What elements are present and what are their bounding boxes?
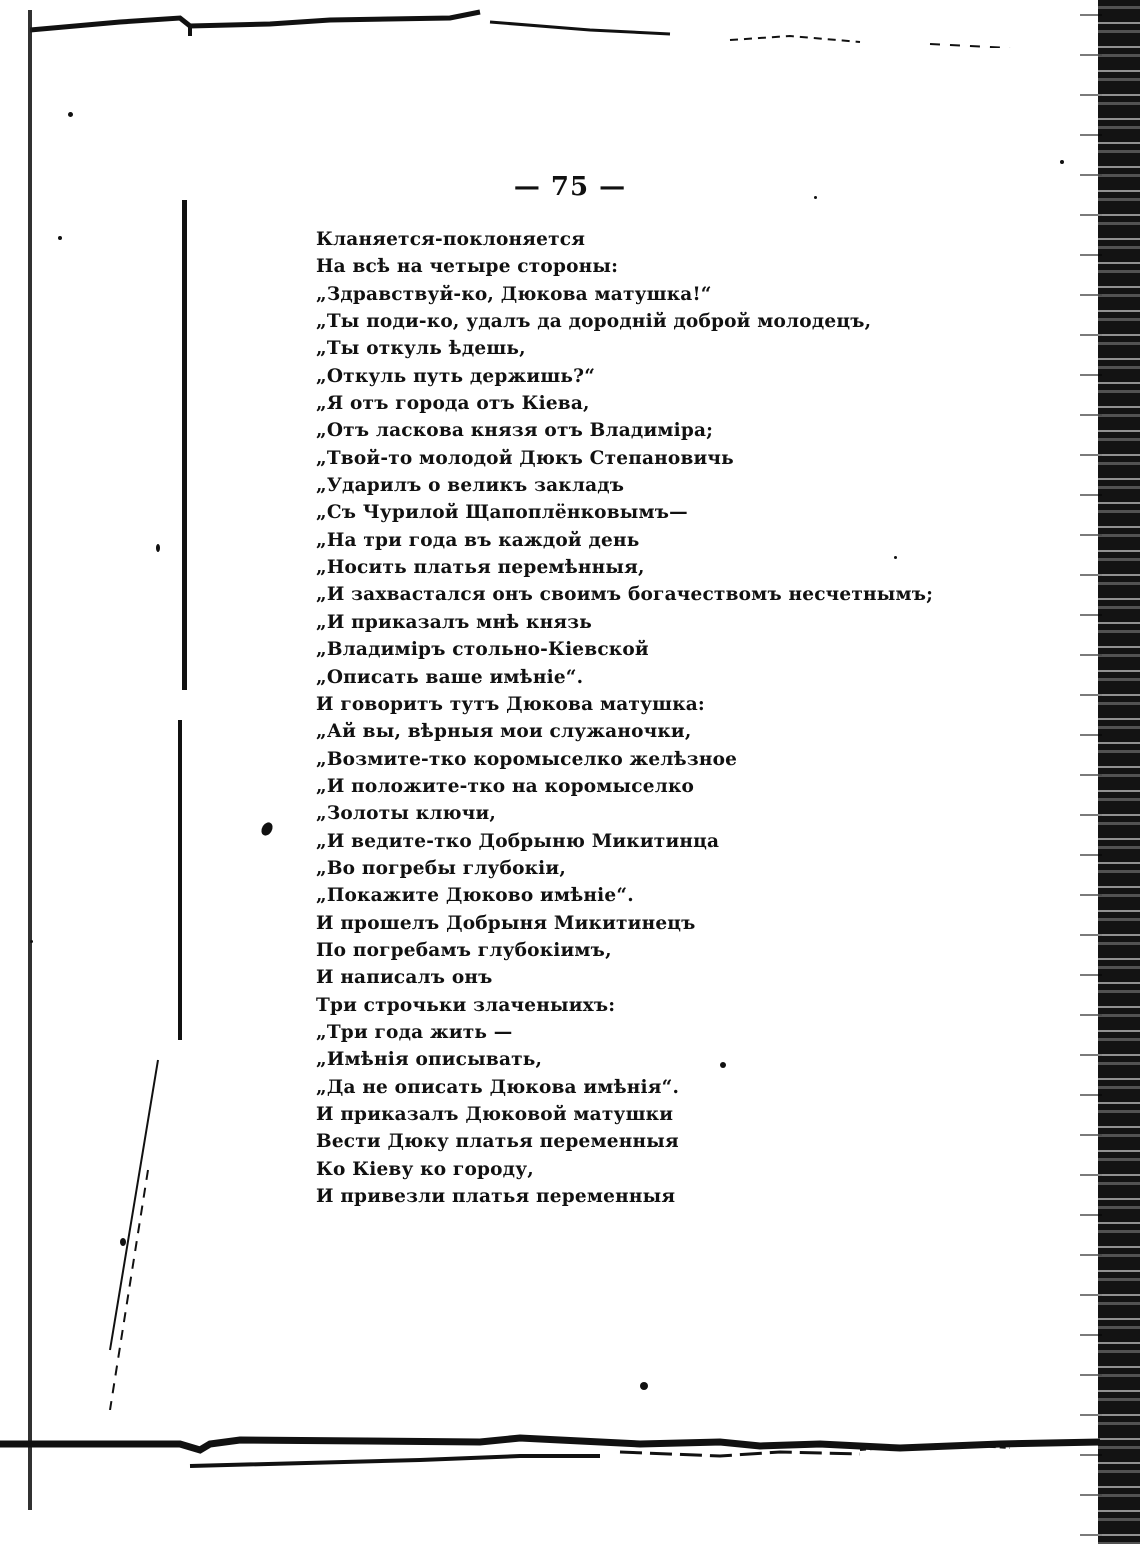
bottom-scan-edge: [0, 1430, 1100, 1490]
verse-line: „Ай вы, вѣрныя мои служаночки,: [316, 721, 692, 743]
margin-rule-lower: [178, 720, 182, 1040]
speck: [30, 940, 33, 943]
right-scan-edge: [1098, 0, 1140, 1544]
verse-line: „Описать ваше имѣніе“.: [316, 666, 584, 688]
verse-line: „Имѣнія описывать,: [316, 1049, 543, 1071]
verse-line: „И ведите-тко Добрыню Микитинца: [316, 830, 720, 852]
verse-line: „Возмите-тко коромыселко желѣзное: [316, 748, 738, 770]
verse-text: [316, 226, 934, 1210]
verse-line: Вести Дюку платья переменныя: [316, 1131, 679, 1153]
verse-line: „Твой-то молодой Дюкъ Степановичь: [316, 447, 734, 469]
margin-rule: [182, 200, 187, 690]
verse-line: „Ты откуль ѣдешь,: [316, 338, 526, 360]
verse-line: „Здравствуй-ко, Дюкова матушка!“: [316, 283, 712, 305]
verse-line: И привезли платья переменныя: [316, 1186, 676, 1208]
verse-line: „Съ Чурилой Щапоплёнковымъ—: [316, 502, 688, 524]
verse-line: На всѣ на четыре стороны:: [316, 256, 619, 278]
margin-stroke-left: [50, 1050, 170, 1410]
verse-line: Три строчьки злаченыихъ:: [316, 994, 616, 1016]
speck: [156, 544, 160, 552]
verse-line: „Откуль путь держишь?“: [316, 365, 596, 387]
verse-line: „Ударилъ о великъ закладъ: [316, 475, 625, 497]
verse-line: „И положите-тко на коромыселко: [316, 775, 695, 797]
verse-line: „Носить платья перемѣнныя,: [316, 557, 645, 579]
verse-line: И приказалъ Дюковой матушки: [316, 1104, 674, 1125]
verse-line: Ко Кіеву ко городу,: [316, 1158, 534, 1180]
verse-line: Кланяется-поклоняется: [316, 229, 586, 250]
verse-line: И написалъ онъ: [316, 967, 493, 989]
speck: [640, 1382, 648, 1390]
verse-line: „Да не описать Дюкова имѣнія“.: [316, 1076, 680, 1098]
speck: [68, 112, 73, 117]
verse-line: „Покажите Дюково имѣніе“.: [316, 885, 634, 907]
speck: [58, 236, 62, 240]
verse-line: И говоритъ тутъ Дюкова матушка:: [316, 693, 705, 715]
verse-line: „Золоты ключи,: [316, 803, 497, 825]
verse-line: „Три года жить —: [316, 1021, 513, 1043]
verse-line: „На три года въ каждой день: [316, 529, 640, 551]
speck: [894, 556, 897, 559]
verse-line: „Владиміръ стольно-Кіевской: [316, 639, 649, 661]
speck: [259, 820, 275, 837]
verse-line: „И захвастался онъ своимъ богачествомъ несчетнымъ;: [316, 584, 934, 606]
verse-line: „Ты поди-ко, удалъ да дородній доброй молодецъ,: [316, 311, 872, 333]
speck: [814, 196, 817, 199]
verse-line: По погребамъ глубокіимъ,: [316, 939, 612, 961]
speck: [120, 1238, 126, 1246]
verse-line: „Во погребы глубокіи,: [316, 857, 566, 879]
left-scan-edge: [28, 10, 38, 1510]
verse-line: „И приказалъ мнѣ князь: [316, 611, 592, 633]
speck: [1060, 160, 1064, 164]
page-number: — 75 —: [513, 172, 627, 202]
verse-line: „Я отъ города отъ Кіева,: [316, 393, 590, 415]
verse-line: „Отъ ласкова князя отъ Владиміра;: [316, 420, 714, 442]
verse-line: И прошелъ Добрыня Микитинецъ: [316, 912, 696, 934]
top-scan-edge: [30, 8, 1100, 48]
